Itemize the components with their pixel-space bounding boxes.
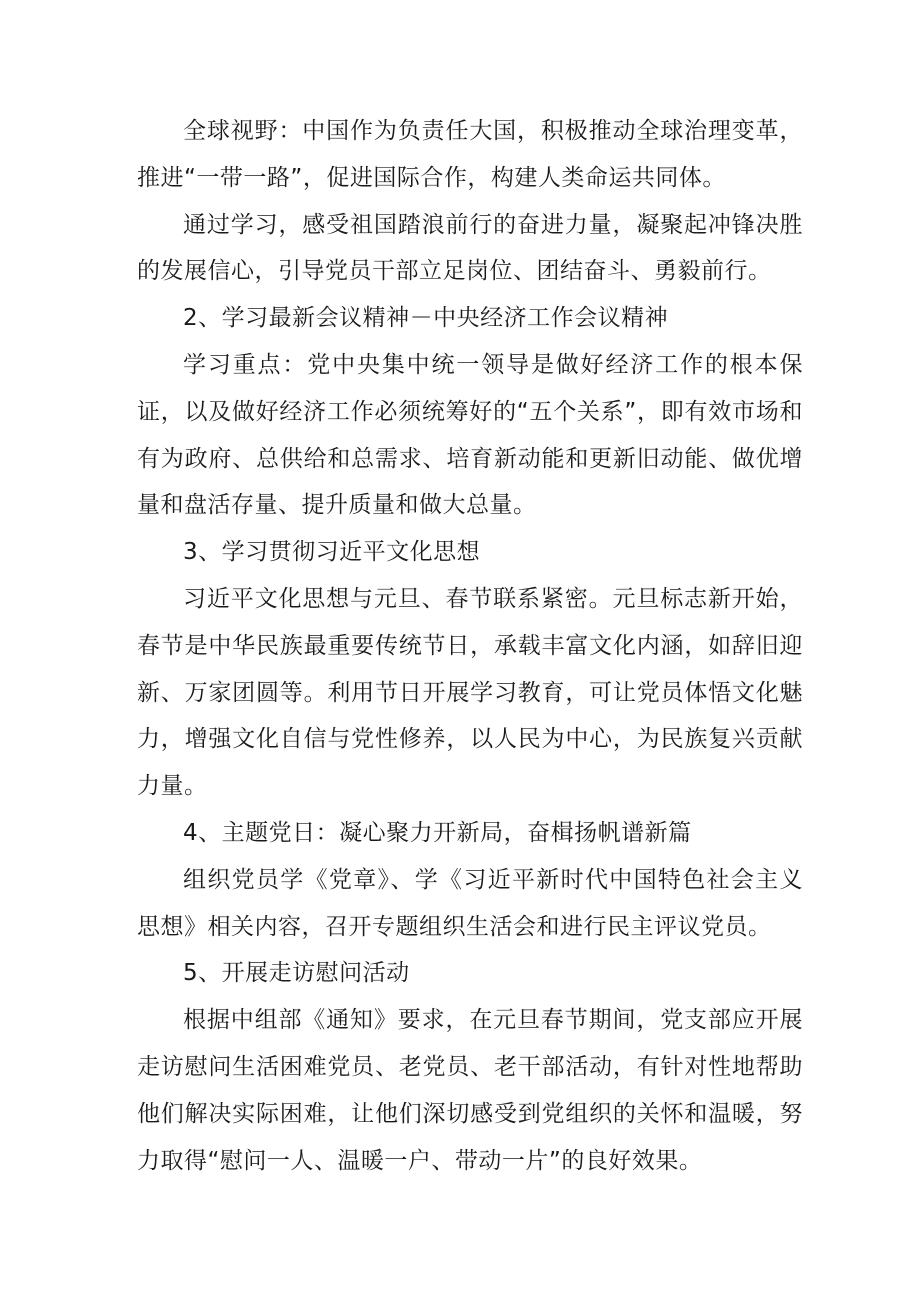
paragraph-theme-party-day: 组织党员学《党章》、学《习近平新时代中国特色社会主义思想》相关内容，召开专题组织生活会和进行民主评议党员。	[137, 866, 803, 940]
section-heading-5: 5、开展走访慰问活动	[183, 960, 410, 987]
section-heading-2: 2、学习最新会议精神－中央经济工作会议精神	[183, 305, 669, 332]
paragraph-study-focus: 学习重点：党中央集中统一领导是做好经济工作的根本保证，以及做好经济工作必须统筹好的“五个关系”，即有效市场和有为政府、总供给和总需求、培育新动能和更新旧动能、做优增量和盘活存量、提升质量和做大总量。	[137, 351, 803, 519]
paragraph-culture-thought: 习近平文化思想与元旦、春节联系紧密。元旦标志新开始，春节是中华民族最重要传统节日，承载丰富文化内涵，如辞旧迎新、万家团圆等。利用节日开展学习教育，可让党员体悟文化魅力，增强文化自信与党性修养，以人民为中心，为民族复兴贡献力量。	[137, 585, 803, 800]
paragraph-global-vision: 全球视野：中国作为负责任大国，积极推动全球治理变革，推进“一带一路”，促进国际合作，构建人类命运共同体。	[137, 118, 803, 191]
paragraph-visit-activity: 根据中组部《通知》要求，在元旦春节期间，党支部应开展走访慰问生活困难党员、老党员、老干部活动，有针对性地帮助他们解决实际困难，让他们深切感受到党组织的关怀和温暖，努力取得“慰问一人、温暖一户、带动一片”的良好效果。	[137, 1007, 803, 1174]
paragraph-study-summary: 通过学习，感受祖国踏浪前行的奋进力量，凝聚起冲锋决胜的发展信心，引导党员干部立足岗位、团结奋斗、勇毅前行。	[137, 211, 803, 285]
document-body	[137, 108, 803, 1184]
section-heading-3: 3、学习贯彻习近平文化思想	[183, 539, 481, 566]
section-heading-4: 4、主题党日：凝心聚力开新局，奋楫扬帆谱新篇	[183, 819, 692, 846]
